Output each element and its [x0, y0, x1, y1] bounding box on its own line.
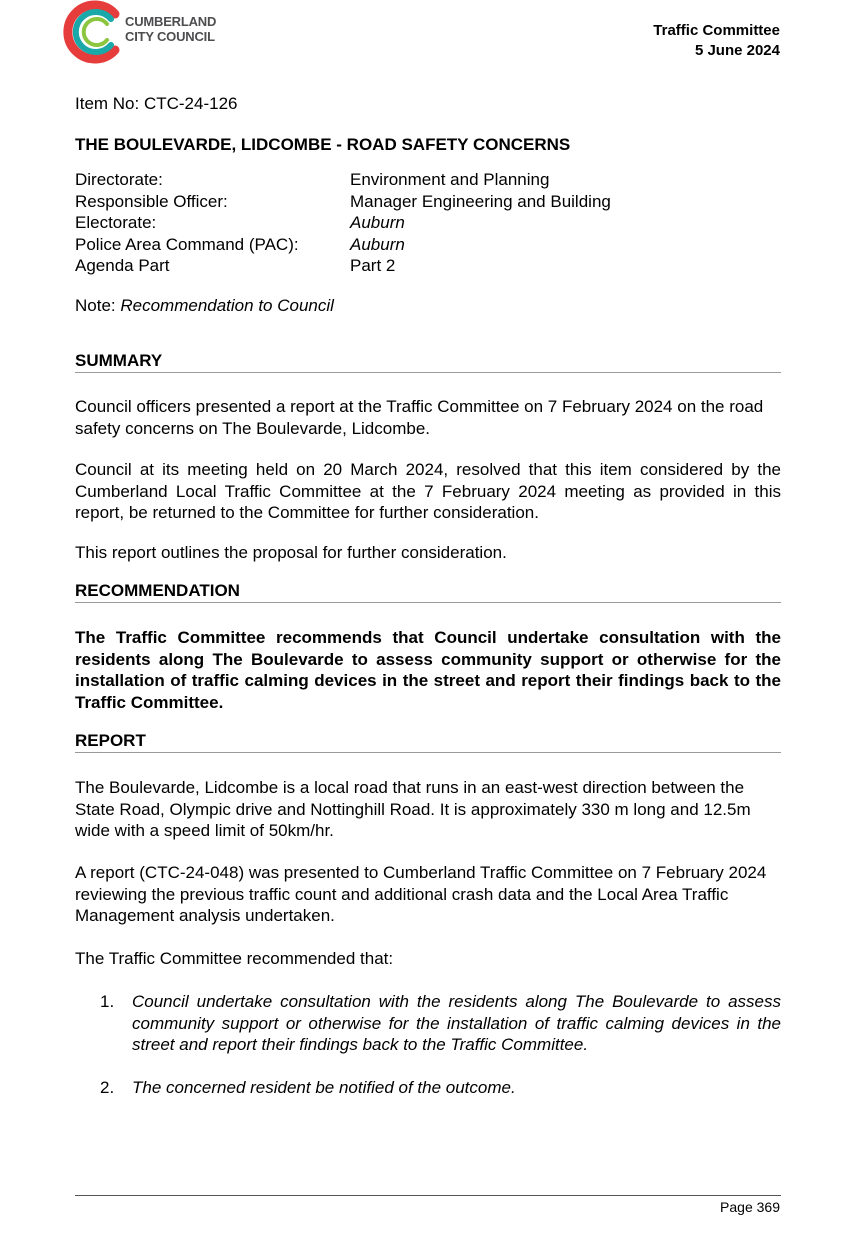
- report-paragraph-2: A report (CTC-24-048) was presented to Cumberland Traffic Committee on 7 February 2024 reviewing the previous traffic count and additional crash data and the Local Area Traffic Management analysis undertaken.: [75, 863, 767, 925]
- report-paragraph-3: The Traffic Committee recommended that:: [75, 949, 394, 968]
- summary-paragraph-2: Council at its meeting held on 20 March 2024, resolved that this item considered by the Cumberland Local Traffic Committee at the 7 February 2024 meeting as provided in this report, be returned to the Committee for further consideration.: [75, 460, 781, 522]
- footer-divider: [75, 1195, 781, 1196]
- meta-value: Environment and Planning: [350, 170, 550, 189]
- recommended-list: [100, 991, 781, 1119]
- list-item-number: 1.: [100, 992, 115, 1011]
- committee-name: Traffic Committee: [653, 22, 780, 39]
- document-header: [653, 21, 780, 61]
- summary-paragraph-1: Council officers presented a report at the Traffic Committee on 7 February 2024 on the road safety concerns on The Boulevarde, Lidcombe.: [75, 397, 764, 438]
- note-value: Recommendation to Council: [120, 296, 334, 315]
- logo-line-1: CUMBERLAND: [125, 14, 217, 29]
- meeting-date: 5 June 2024: [694, 42, 780, 59]
- meta-value: Auburn: [350, 213, 405, 232]
- recommendation-heading: RECOMMENDATION: [75, 581, 781, 603]
- note: [75, 296, 334, 316]
- list-item-text: The concerned resident be notified of the outcome.: [132, 1077, 516, 1097]
- report-heading: REPORT: [75, 731, 781, 753]
- meta-key: Agenda Part: [75, 256, 170, 275]
- meta-key: Directorate:: [75, 170, 163, 189]
- list-item: [100, 991, 781, 1056]
- meta-row-directorate: [75, 169, 611, 191]
- meta-key: Electorate:: [75, 213, 157, 232]
- meta-row-agenda-part: [75, 255, 611, 277]
- summary-heading: SUMMARY: [75, 351, 781, 373]
- meta-value: Auburn: [350, 234, 405, 254]
- logo-wordmark: [125, 14, 216, 44]
- list-item: [100, 1077, 781, 1099]
- meta-row-officer: [75, 191, 611, 213]
- meta-row-pac: [75, 234, 611, 256]
- logo-mark-icon: [63, 0, 125, 64]
- recommendation-text: The Traffic Committee recommends that Council undertake consultation with the residents along The Boulevarde to assess community support or otherwise for the installation of traffic calming devices in the street and report their findings back to the Traffic Committee.: [75, 628, 781, 712]
- meta-value: Manager Engineering and Building: [350, 191, 611, 211]
- list-item-text: Council undertake consultation with the residents along The Boulevarde to assess community support or otherwise for the installation of traffic calming devices in the street and report their findings back to the Traffic Committee.: [132, 992, 781, 1054]
- meta-row-electorate: [75, 212, 611, 234]
- note-label: Note:: [75, 296, 121, 315]
- page-title: THE BOULEVARDE, LIDCOMBE - ROAD SAFETY CONCERNS: [75, 135, 571, 154]
- meta-key: Responsible Officer:: [75, 191, 228, 211]
- meta-key: Police Area Command (PAC):: [75, 234, 299, 254]
- page-number: Page 369: [720, 1199, 780, 1215]
- summary-paragraph-3: This report outlines the proposal for further consideration.: [75, 543, 507, 562]
- meta-value: Part 2: [350, 256, 396, 275]
- report-paragraph-1: The Boulevarde, Lidcombe is a local road that runs in an east-west direction between the State Road, Olympic drive and Nottinghill Road. It is approximately 330 m long and 12.5m wide with a speed limit of 50km/hr.: [75, 778, 751, 840]
- meta-table: [75, 169, 611, 277]
- logo-line-2: CITY COUNCIL: [125, 29, 215, 44]
- item-number: Item No: CTC-24-126: [75, 94, 238, 113]
- list-item-number: 2.: [100, 1077, 115, 1097]
